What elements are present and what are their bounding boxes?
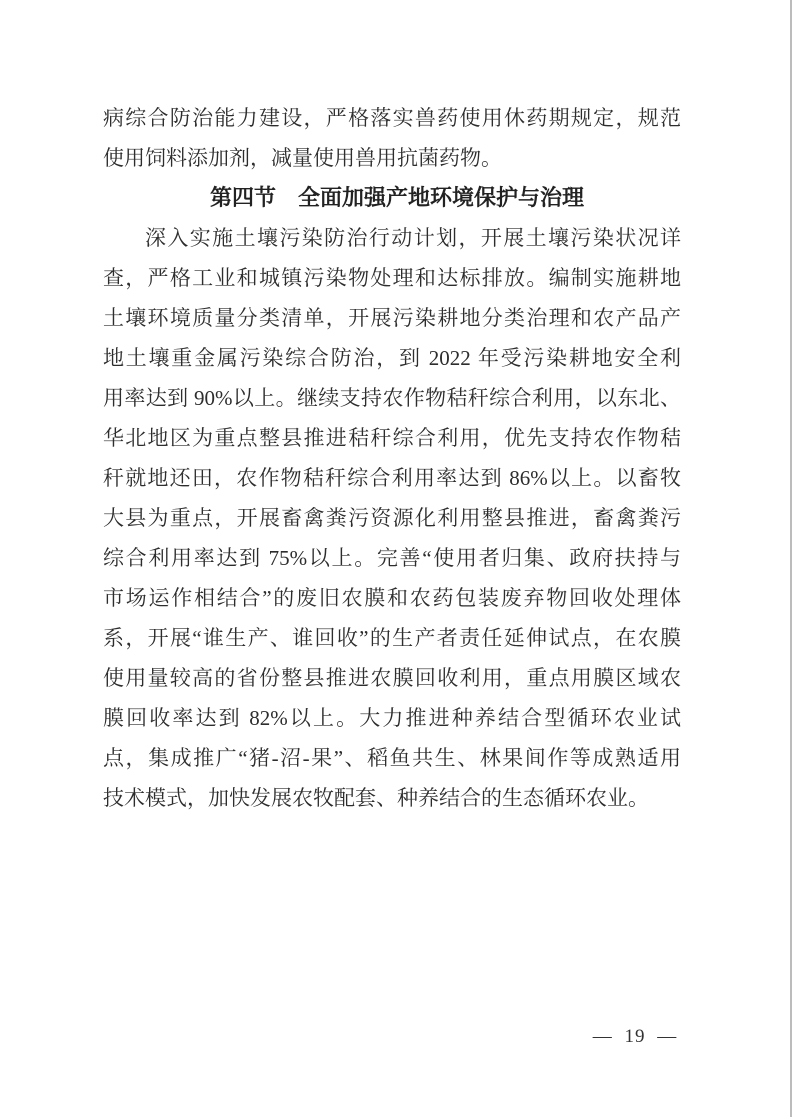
body-paragraph-line: 点，集成推广“猪-沼-果”、稻鱼共生、林果间作等成熟适用 [103,746,681,770]
page-number: — 19 — [592,1026,678,1047]
body-paragraph-line: 市场运作相结合”的废旧农膜和农药包装废弃物回收处理体 [103,586,681,610]
body-paragraph-line: 综合利用率达到 75%以上。完善“使用者归集、政府扶持与 [103,546,681,570]
intro-paragraph-line: 病综合防治能力建设，严格落实兽药使用休药期规定，规范 [103,106,681,130]
section-heading-number: 第四节 [209,185,276,210]
section-heading [103,178,681,218]
body-paragraph-line: 系，开展“谁生产、谁回收”的生产者责任延伸试点，在农膜 [103,626,681,650]
body-paragraph-line: 地土壤重金属污染综合防治，到 2022 年受污染耕地安全利 [103,346,681,370]
body-paragraph-line: 使用量较高的省份整县推进农膜回收利用，重点用膜区域农 [103,666,681,690]
intro-paragraph-line: 使用饲料添加剂，减量使用兽用抗菌药物。 [103,146,502,170]
body-paragraph-line: 土壤环境质量分类清单，开展污染耕地分类治理和农产品产 [103,306,681,330]
body-paragraph-line: 查，严格工业和城镇污染物处理和达标排放。编制实施耕地 [103,266,681,290]
scan-edge-line [790,0,792,1117]
text-block [103,98,681,818]
body-paragraph-line: 技术模式，加快发展农牧配套、种养结合的生态循环农业。 [103,786,649,810]
body-paragraph-line: 膜回收率达到 82%以上。大力推进种养结合型循环农业试 [103,706,681,730]
section-heading-title: 全面加强产地环境保护与治理 [298,185,585,210]
body-paragraph-line: 秆就地还田，农作物秸秆综合利用率达到 86%以上。以畜牧 [103,466,681,490]
body-paragraph-line: 大县为重点，开展畜禽粪污资源化利用整县推进，畜禽粪污 [103,506,681,530]
body-paragraph-line: 用率达到 90%以上。继续支持农作物秸秆综合利用，以东北、 [103,386,681,410]
body-paragraph-line: 华北地区为重点整县推进秸秆综合利用，优先支持农作物秸 [103,426,681,450]
body-paragraph-line: 深入实施土壤污染防治行动计划，开展土壤污染状况详 [145,226,681,250]
